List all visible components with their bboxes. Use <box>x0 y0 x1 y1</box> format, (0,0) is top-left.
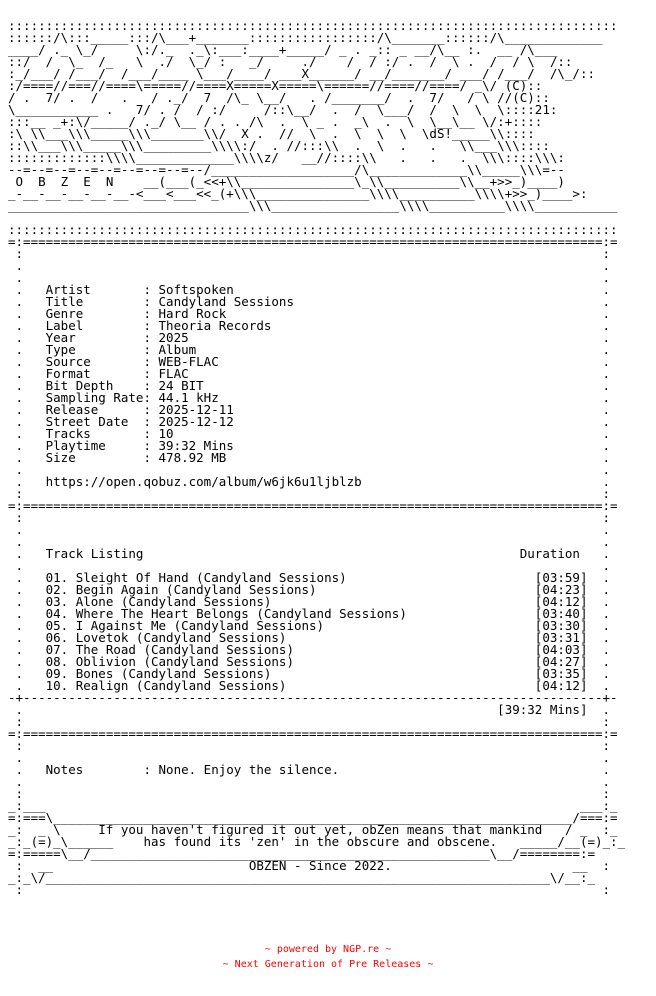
nfo-line: _:_\/___________________________________________________________________\/__:_ <box>8 870 595 885</box>
nfo-line: . 09. Bones (Candyland Sessions) [03:35] . <box>8 666 618 681</box>
nfo-line: : : <box>8 714 618 729</box>
nfo-line: . . <box>8 750 618 765</box>
nfo-line: : : <box>8 246 618 261</box>
nfo-line: =:=====\__/_____________________________________________________\__/========:= <box>8 846 595 861</box>
nfo-line: : __ OBZEN - Since 2022. __ : <box>8 858 618 873</box>
nfo-line: . . <box>8 258 618 273</box>
nfo-line: _:___ ___:_ <box>8 798 618 813</box>
footer-tagline: ~ Next Generation of Pre Releases ~ <box>222 959 434 970</box>
nfo-line: _:_(=)_\______ has found its 'zen' in the obscure and obscene. _____/__(=)_:_ <box>8 834 626 849</box>
nfo-line: . Playtime : 39:32 Mins . <box>8 438 618 453</box>
nfo-line: . Release : 2025-12-11 . <box>8 402 618 417</box>
nfo-line: . 02. Begin Again (Candyland Sessions) [04:23] . <box>8 582 618 597</box>
nfo-line: . Source : WEB-FLAC . <box>8 354 618 369</box>
powered-by-link[interactable] <box>0 943 656 957</box>
nfo-line: . . <box>8 462 618 477</box>
nfo-line: . . <box>8 270 618 285</box>
nfo-line: . 03. Alone (Candyland Sessions) [04:12] . <box>8 594 618 609</box>
nfo-line: . [39:32 Mins] . <box>8 702 618 717</box>
nfo-line: -+-----------------------------------------------------------------------------+- <box>8 690 618 705</box>
nfo-line: . . <box>8 774 618 789</box>
nfo-line: O B Z E N __(___(_<<+\\_______________\_\\__________\\__+>>_)____) <box>8 174 565 189</box>
nfo-line: . 08. Oblivion (Candyland Sessions) [04:27] . <box>8 654 618 669</box>
nfo-line: :_/___/ /___/ /___/____ \___/____/ ___X______/ __/_______/ ___/ /___/ /\_/:: <box>8 66 595 81</box>
nfo-line: =:=============================================================================:= <box>8 498 618 513</box>
nfo-line: ::::::/\:::_____:::/\___+_______:::::::::::::::::/\_______::::::/\_____________ <box>8 30 603 45</box>
nfo-line: . Label : Theoria Records . <box>8 318 618 333</box>
nfo-line: . Street Date : 2025-12-12 . <box>8 414 618 429</box>
nfo-line: / . 7/ . / . / ._/ 7 /\_ \__/ . /_______/ . 7/ / \ //(C):: <box>8 90 550 105</box>
nfo-line: ::\\___\\\_____\\\_________\\\\:/ . //:::\\ . \ . . \\___\\\:::: <box>8 138 550 153</box>
nfo-text-block <box>8 20 648 928</box>
nfo-line: : : <box>8 510 618 525</box>
nfo-line: . . <box>8 522 618 537</box>
nfo-line: . Title : Candyland Sessions . <box>8 294 618 309</box>
nfo-line: ::::::::::::::::::::::::::::::::::::::::::::::::::::::::::::::::::::::::::::::::: <box>8 20 618 33</box>
nfo-line: : : <box>8 786 618 801</box>
nfo-line: ____/ ._ \_/ \:/._ ._\:___:____+_____/ _ . _:: _ __/\__ :. __ /\___ <box>8 42 558 57</box>
nfo-line: _: _ \ If you haven't figured it out yet, obZen means that mankind / _ :_ <box>8 822 618 837</box>
powered-by-text[interactable]: ~ powered by NGP.re ~ <box>264 944 392 955</box>
nfo-line: =:=============================================================================:= <box>8 234 618 249</box>
nfo-line: _-__-__-__-__-__-<___<___<<_(+\\\_______________\\\\__________\\\\+>>_)____>: <box>8 186 588 201</box>
nfo-line: . 07. The Road (Candyland Sessions) [04:03] . <box>8 642 618 657</box>
nfo-line: . 06. Lovetok (Candyland Sessions) [03:31] . <box>8 630 618 645</box>
nfo-line: =:=============================================================================:= <box>8 726 618 741</box>
nfo-line: . 10. Realign (Candyland Sessions) [04:12] . <box>8 678 618 693</box>
nfo-line: ________________________________\\\_________________\\\\__________\\\\___________ <box>8 198 618 213</box>
nfo-line: :::::::::::::\\\\_____________\\\\z/ __//::::\\ . . . \\\::::\\\: <box>8 150 565 165</box>
nfo-line: : : <box>8 882 618 897</box>
nfo-line: . Size : 478.92 MB . <box>8 450 618 465</box>
nfo-line: . Genre : Hard Rock . <box>8 306 618 321</box>
nfo-line: . Type : Album . <box>8 342 618 357</box>
nfo-line: . Artist : Softspoken . <box>8 282 618 297</box>
nfo-line: \___________ . 7/ . / / :/ /::\__/ . / \___/ / \ \ \::::21: <box>8 102 558 117</box>
nfo-line: . 01. Sleight Of Hand (Candyland Sessions) [03:59] . <box>8 570 618 585</box>
nfo-line: : : <box>8 486 618 501</box>
nfo-line: =:===\_____________________________________________________________________/===:= <box>8 810 618 825</box>
nfo-line: . 04. Where The Heart Belongs (Candyland Sessions) [03:40] . <box>8 606 618 621</box>
nfo-line: . Bit Depth : 24 BIT . <box>8 378 618 393</box>
nfo-line: . https://open.qobuz.com/album/w6jk6u1ljblzb . <box>8 474 618 489</box>
nfo-line: :/====//===//====\=====//====X=====X=====\======//====//====/ _\/ (C):: <box>8 78 543 93</box>
nfo-line: --=--=--=--=--=--=--=--=--/___________________/\_____________\\_____\\\=-- <box>8 162 565 177</box>
nfo-line: :::__ _+:\/_____/ ._/ \__ / . . /\ . \ _ . _\ . \ \__\__ \/:+:::: <box>8 114 543 129</box>
nfo-line: . Year : 2025 . <box>8 330 618 345</box>
nfo-line: ::/ / \_ /_ \ ./ \_/ : _/ ./ / / :/ . / \ . / / \ /:: <box>8 54 573 69</box>
nfo-line: . Format : FLAC . <box>8 366 618 381</box>
nfo-line: . 05. I Against Me (Candyland Sessions) [03:30] . <box>8 618 618 633</box>
nfo-line: :\ \\___\\\_____\\\_______\\/ X . // \ . \ \ \ \dS!_____\\:::: <box>8 126 535 141</box>
nfo-line: : : <box>8 738 618 753</box>
nfo-line: . Sampling Rate: 44.1 kHz . <box>8 390 618 405</box>
nfo-line: . . <box>8 558 618 573</box>
nfo-line: . . <box>8 534 618 549</box>
nfo-line: . Notes : None. Enjoy the silence. . <box>8 762 618 777</box>
nfo-line: . Track Listing Duration . <box>8 546 618 561</box>
nfo-line: . Tracks : 10 . <box>8 426 618 441</box>
nfo-line: ::::::::::::::::::::::::::::::::::::::::::::::::::::::::::::::::::::::::::::::::: <box>8 222 618 237</box>
